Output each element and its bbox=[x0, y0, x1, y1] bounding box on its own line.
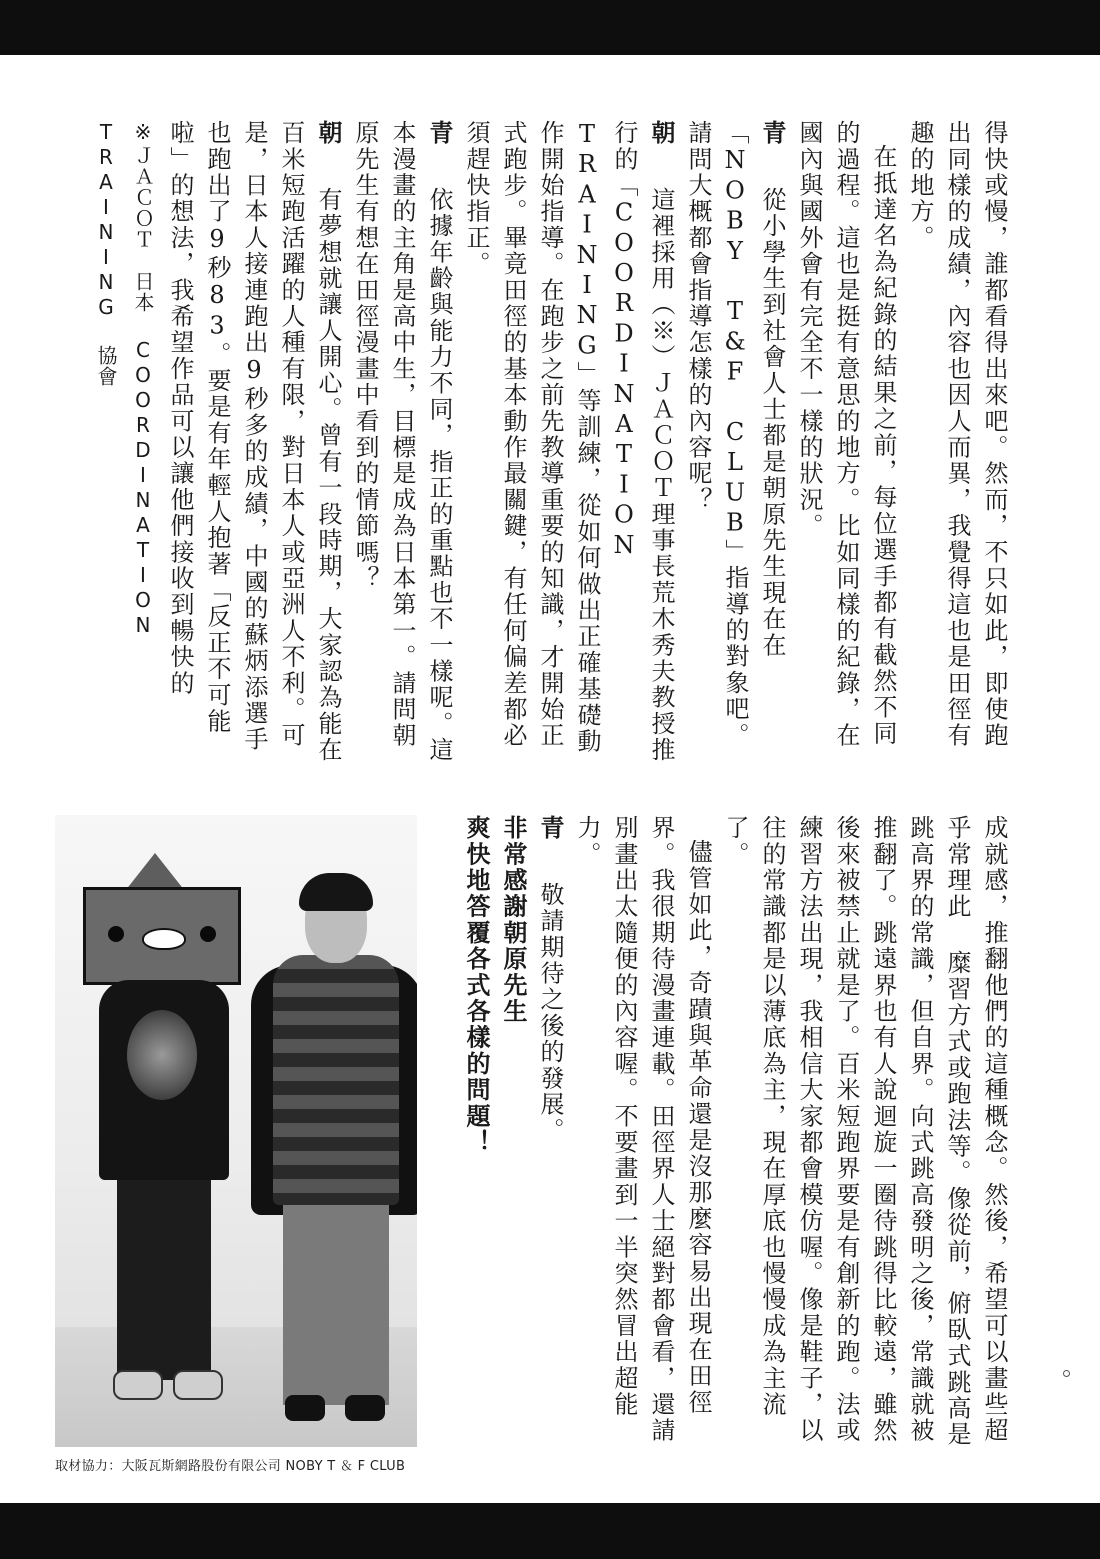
paragraph-chao: 朝 這裡採用（※）ＪＡＣＯＴ理事長荒木秀夫教授推行的「COORDINATION TRAINING」等訓練，從如何做出正確基礎動作開始指導。在跑步之前先教導重要的知識，才開始正式跑步。畢竟田徑的基本動作最關鍵，有任何偏差都必須趕快指正。 bbox=[462, 120, 675, 764]
speaker-label: 青 bbox=[425, 120, 453, 147]
paragraph: 在抵達名為紀錄的結果之前，每位選手都有截然不同的過程。這也是挺有意思的地方。比如同樣的紀錄，在國內與國外會有完全不一樣的狀況。 bbox=[795, 120, 897, 749]
shoe bbox=[345, 1395, 385, 1421]
person-right-down-vest bbox=[273, 955, 399, 1205]
closing-thanks-line-1: 非常感謝朝原先生 bbox=[499, 815, 527, 1025]
paragraph-chao: 朝 有夢想就讓人開心。曾有一段時期，大家認為能在百米短跑活躍的人種有限，對日本人或亞洲人不利。可是，日本人接連跑出9秒多的成績，中國的蘇炳添選手也跑出了9秒83。要是有年輕人抱著「反正不可能啦」的想法，我希望作品可以讓他們接收到暢快的 bbox=[166, 120, 342, 764]
speaker-label: 青 bbox=[758, 120, 786, 147]
paragraph-qing: 青 從小學生到社會人士都是朝原先生現在在「NOBY T&F CLUB」指導的對象吧。請問大概都會指導怎樣的內容呢？ bbox=[684, 120, 786, 749]
speaker-label: 朝 bbox=[314, 120, 342, 147]
top-black-band bbox=[0, 0, 1100, 55]
duck-mask-icon bbox=[83, 887, 241, 985]
paragraph: 儘管如此，奇蹟與革命還是沒那麼容易出現在田徑界。我很期待漫畫連載。田徑界人士絕對都會看，還請別畫出太隨便的內容喔。不要畫到一半突然冒出超能力。 bbox=[573, 815, 712, 1444]
paragraph-qing: 青 依據年齡與能力不同，指正的重點也不一樣呢。這本漫畫的主角是高中生，目標是成為日本第一。請問朝原先生有想在田徑漫畫中看到的情節嗎？ bbox=[351, 120, 453, 764]
paragraph: 成就感，推翻他們的這種概念。然後，希望可以畫些超乎常理此 糜習方式或跑法等。像從前，俯臥式跳高是跳高界的常識，但自界。向式跳高發明之後，常識就被推翻了。跳遠界也有人說迴旋一圈待跳得比較遠，雖然後來被禁止就是了。百米短跑界要是有創新的跑。法或練習方法出現，我相信大家都會模仿喔。像是鞋子，以往的常識都是以薄底為主，現在厚底也慢慢成為主流了。 bbox=[721, 815, 1008, 1448]
interview-photo bbox=[55, 815, 417, 1447]
interview-text-top bbox=[72, 120, 1012, 770]
person-left-legs bbox=[117, 1180, 211, 1380]
duck-eye-icon bbox=[108, 926, 124, 942]
shoe bbox=[285, 1395, 325, 1421]
closing-thanks-line-2: 爽快地答覆各式各樣的問題！ bbox=[462, 815, 490, 1156]
duck-beak-icon bbox=[142, 928, 186, 950]
person-right-trousers bbox=[283, 1205, 389, 1405]
photo-credit-caption: 取材協力：大阪瓦斯網路股份有限公司 NOBY T ＆ F CLUB bbox=[55, 1459, 406, 1474]
interview-text-bottom bbox=[442, 815, 1012, 1455]
duck-eye-icon bbox=[200, 926, 216, 942]
person-right-hair bbox=[299, 873, 373, 911]
bottom-black-band bbox=[0, 1503, 1100, 1559]
speaker-label: 朝 bbox=[647, 120, 675, 147]
paragraph: 得快或慢，誰都看得出來吧。然而，不只如此，即使跑出同樣的成績，內容也因人而異，我覺得這也是田徑有趣的地方。 bbox=[906, 120, 1008, 749]
speaker-label: 青 bbox=[536, 815, 564, 842]
duck-mask-tuft-icon bbox=[125, 853, 185, 891]
footnote: ※ＪＡＣＯＴ 日本 COORDINATION TRAINING 協會 bbox=[94, 120, 155, 638]
hoodie-print bbox=[127, 1010, 197, 1100]
stray-mark bbox=[1063, 1370, 1070, 1377]
paragraph-qing: 青 敬請期待之後的發展。 bbox=[536, 815, 564, 1144]
sneaker bbox=[173, 1370, 223, 1400]
sneaker bbox=[113, 1370, 163, 1400]
